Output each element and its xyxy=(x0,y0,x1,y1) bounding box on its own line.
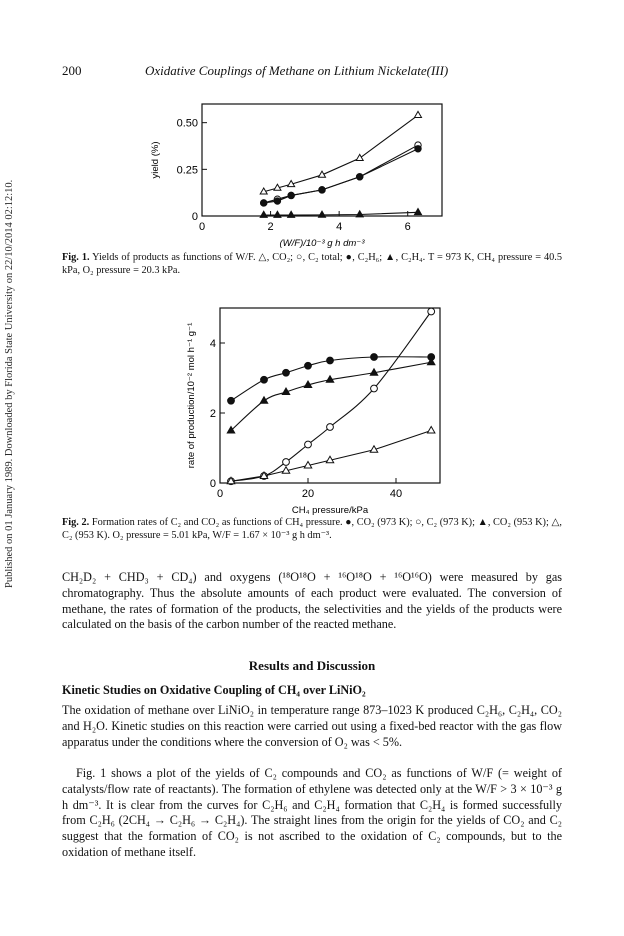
paragraph-1: The oxidation of methane over LiNiO₂ in temperature range 873–1023 K produced C₂H₆, C₂H₄, CO₂ and H₂O. Kinetic studies on this reaction were carried out using a fixed-bed reactor with the gas flow apparatus under the conditions where the conversion of O₂ was < 5%. xyxy=(62,703,562,749)
fig1-data-point xyxy=(414,208,421,214)
side-note xyxy=(2,158,18,588)
fig2-y-tick-label: 2 xyxy=(209,408,216,420)
fig2-data-point xyxy=(305,362,312,369)
fig1-x-axis-label: (W/F)/10⁻³ g h dm⁻³ xyxy=(279,238,365,249)
fig2-series-line xyxy=(231,362,431,430)
figure-2-chart xyxy=(180,300,450,515)
fig1-series-line xyxy=(264,145,418,203)
fig2-y-tick-label: 0 xyxy=(209,478,216,490)
fig2-y-axis-label: rate of production/10⁻² mol h⁻¹ g⁻¹ xyxy=(186,322,197,469)
fig1-data-point xyxy=(288,211,295,217)
figure-2-caption-label: Fig. 2. xyxy=(62,517,90,528)
fig1-data-point xyxy=(356,211,363,217)
fig2-data-point xyxy=(371,385,378,392)
fig1-series-line xyxy=(264,212,418,215)
fig1-data-point xyxy=(319,187,325,193)
fig1-y-tick-label: 0 xyxy=(191,211,198,223)
fig1-plot-frame xyxy=(202,104,442,216)
figure-2-caption-text: Formation rates of C₂ and CO₂ as functions of CH₄ pressure. ●, CO₂ (973 K); ○, C₂ (973 K); ▲, CO₂ (953 K); △, C₂ (953 K). O₂ pressure = 5.01 kPa, W/F = 1.67 × 10⁻³ g h dm⁻³. xyxy=(62,517,563,541)
figure-1-caption-label: Fig. 1. xyxy=(62,252,90,263)
figure-1-chart xyxy=(140,92,460,252)
fig2-y-tick-label: 4 xyxy=(209,338,216,350)
fig1-data-point xyxy=(357,174,363,180)
fig2-x-tick-label: 40 xyxy=(389,488,403,500)
fig2-data-point xyxy=(283,459,290,466)
fig1-series-line xyxy=(264,115,418,192)
running-title: Oxidative Couplings of Methane on Lithium Nickelate(III) xyxy=(145,63,449,78)
fig1-data-point xyxy=(318,211,325,217)
fig1-x-tick-label: 4 xyxy=(336,221,343,233)
figure-1-caption xyxy=(62,252,562,277)
fig2-data-point xyxy=(371,354,378,361)
side-note-text: Published on 01 January 1989. Downloaded by Florida State University on 22/10/2014 02:12:10. xyxy=(4,179,15,588)
fig2-data-point xyxy=(305,441,312,448)
fig2-x-tick-label: 20 xyxy=(301,488,315,500)
fig1-series-line xyxy=(264,149,418,203)
fig2-data-point xyxy=(427,426,434,432)
intro-paragraph: CH₂D₂ + CHD₃ + CD₄) and oxygens (¹⁸O¹⁸O + ¹⁶O¹⁸O + ¹⁶O¹⁶O) were measured by gas chromatography. Thus the absolute amounts of each product were evaluated. The conversion of methane, the rates of formation of the products, the selectivities and the yields of the products were calculated on the basis of the carbon number of the reacted methane. xyxy=(62,570,562,632)
fig2-data-point xyxy=(283,369,290,376)
figure-2-caption xyxy=(62,517,562,542)
fig1-y-axis-label: yield (%) xyxy=(150,141,161,179)
subsection-heading: Kinetic Studies on Oxidative Coupling of CH₄ over LiNiO₂ xyxy=(62,683,366,697)
figure-1-caption-text: Yields of products as functions of W/F. △, CO₂; ○, C₂ total; ●, C₂H₆; ▲, C₂H₄. T = 973 K, CH₄ pressure = 40.5 kPa, O₂ pressure = 20.3 kPa. xyxy=(62,252,562,276)
fig1-data-point xyxy=(415,146,421,152)
fig1-data-point xyxy=(274,211,281,217)
fig2-data-point xyxy=(428,308,435,315)
fig2-data-point xyxy=(327,357,334,364)
fig1-x-tick-label: 6 xyxy=(404,221,411,233)
paragraph-2: Fig. 1 shows a plot of the yields of C₂ compounds and CO₂ as functions of W/F (= weight of catalysts/flow rate of reactants). The formation of ethylene was detected only at the W/F > 3 × 10⁻³ g h dm⁻³. It is clear from the curves for C₂H₆ and C₂H₄ formation that C₂H₄ is formed successfully from C₂H₆ (2CH₄ → C₂H₆ → C₂H₄). The straight lines from the origin for the yields of CO₂ and C₂ suggest that the formation of CO₂ is not ascribed to the oxidation of C₂ compounds, but to the oxidation of methane itself. xyxy=(62,766,562,859)
section-heading: Results and Discussion xyxy=(248,658,376,673)
fig1-y-tick-label: 0.50 xyxy=(176,117,198,130)
fig1-y-tick-label: 0.25 xyxy=(176,164,198,177)
fig2-series-line xyxy=(231,312,431,482)
fig2-x-tick-label: 0 xyxy=(216,488,224,500)
fig1-data-point xyxy=(260,211,267,217)
fig2-x-axis-label: CH₄ pressure/kPa xyxy=(291,505,369,515)
fig1-data-point xyxy=(356,154,363,160)
fig1-data-point xyxy=(288,192,294,198)
fig2-data-point xyxy=(261,376,268,383)
fig2-data-point xyxy=(228,397,235,404)
page-number: 200 xyxy=(62,63,82,78)
fig1-data-point xyxy=(414,111,421,117)
fig1-data-point xyxy=(274,198,280,204)
fig2-data-point xyxy=(260,397,267,403)
fig1-data-point xyxy=(261,200,267,206)
fig1-x-tick-label: 0 xyxy=(198,221,206,233)
fig1-x-tick-label: 2 xyxy=(267,221,274,233)
fig2-data-point xyxy=(327,424,334,431)
